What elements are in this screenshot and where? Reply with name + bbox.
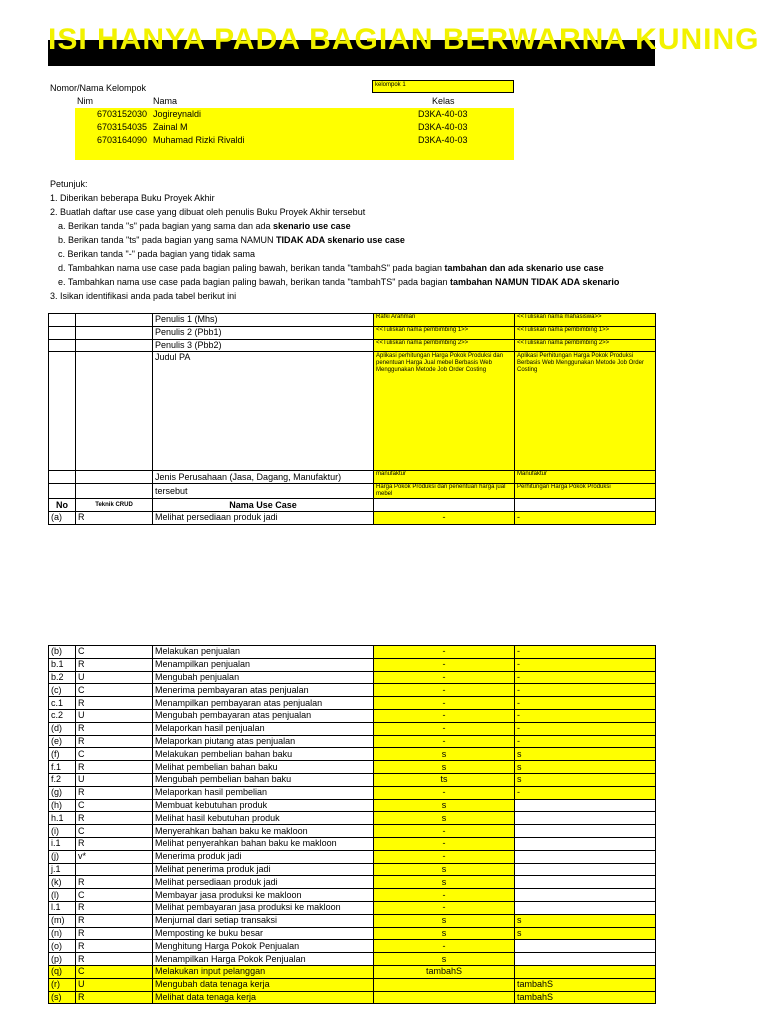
member-row[interactable] <box>75 134 514 160</box>
row-crud: R <box>76 914 153 927</box>
row-mark-2[interactable]: s <box>515 914 656 927</box>
table-row <box>49 837 656 850</box>
info-row-penulis3 <box>49 339 656 352</box>
row-mark-2[interactable] <box>515 799 656 812</box>
info-label: Penulis 3 (Pbb2) <box>153 339 374 352</box>
row-mark-1[interactable]: s <box>374 812 515 825</box>
row-mark-1[interactable]: - <box>374 889 515 902</box>
row-mark-2[interactable] <box>515 901 656 914</box>
row-no: b.2 <box>49 671 76 684</box>
row-no: b.1 <box>49 658 76 671</box>
row-name: Menerima produk jadi <box>153 850 374 863</box>
row-mark-2[interactable]: - <box>515 684 656 697</box>
row-name: Membayar jasa produksi ke makloon <box>153 889 374 902</box>
row-mark-2[interactable]: s <box>515 773 656 786</box>
row-crud: R <box>76 940 153 953</box>
row-name: Membuat kebutuhan produk <box>153 799 374 812</box>
table-row <box>49 511 656 524</box>
table-row <box>49 863 656 876</box>
instruction-2e-bold: tambahan NAMUN TIDAK ADA skenario <box>450 277 620 287</box>
row-crud: R <box>76 735 153 748</box>
row-name: Menjurnal dari setiap transaksi <box>153 914 374 927</box>
table-row <box>49 773 656 786</box>
row-mark-1[interactable]: s <box>374 799 515 812</box>
instruction-2b-bold: TIDAK ADA skenario use case <box>276 235 405 245</box>
group-value-cell[interactable] <box>372 80 514 93</box>
cell <box>76 314 153 327</box>
row-mark-1[interactable]: - <box>374 940 515 953</box>
row-mark-1[interactable]: tambahS <box>374 965 515 978</box>
row-mark-1[interactable]: s <box>374 863 515 876</box>
row-mark-2[interactable]: - <box>515 671 656 684</box>
info-value-a[interactable]: <<Tuliskan nama pembimbing 1>> <box>374 326 515 339</box>
row-mark-2[interactable] <box>515 953 656 966</box>
row-mark-1[interactable]: - <box>374 658 515 671</box>
row-crud <box>76 863 153 876</box>
row-mark-1[interactable]: s <box>374 927 515 940</box>
info-row-penulis2 <box>49 326 656 339</box>
row-no: (o) <box>49 940 76 953</box>
instruction-2b <box>58 234 405 246</box>
row-mark-2[interactable]: - <box>515 735 656 748</box>
row-name: Melihat penyerahkan bahan baku ke makloon <box>153 837 374 850</box>
row-crud: R <box>76 837 153 850</box>
header-no: No <box>49 499 76 512</box>
member-nim: 6703152030 <box>97 109 148 119</box>
row-name: Melakukan pembelian bahan baku <box>153 748 374 761</box>
row-mark-1[interactable]: - <box>374 697 515 710</box>
row-crud: C <box>76 889 153 902</box>
row-crud: R <box>76 658 153 671</box>
identification-table <box>48 313 656 525</box>
info-row-tersebut <box>49 484 656 499</box>
table-row <box>49 709 656 722</box>
info-label: Judul PA <box>153 352 374 471</box>
row-no: (h) <box>49 799 76 812</box>
instruction-2: 2. Buatlah daftar use case yang dibuat oleh penulis Buku Proyek Akhir tersebut <box>50 207 366 217</box>
table-row <box>49 901 656 914</box>
member-nim: 6703154035 <box>97 122 148 132</box>
row-crud: C <box>76 825 153 838</box>
row-mark-2[interactable]: tambahS <box>515 991 656 1004</box>
row-crud: U <box>76 671 153 684</box>
row-name: Melaporkan hasil pembelian <box>153 786 374 799</box>
row-crud: R <box>76 722 153 735</box>
row-no: (s) <box>49 991 76 1004</box>
row-crud: R <box>76 511 153 524</box>
row-name: Melakukan penjualan <box>153 646 374 659</box>
info-value-b[interactable]: <<Tuliskan nama pembimbing 1>> <box>515 326 656 339</box>
row-crud: U <box>76 978 153 991</box>
row-mark-1[interactable]: - <box>374 722 515 735</box>
info-label: Penulis 2 (Pbb1) <box>153 326 374 339</box>
row-no: c.1 <box>49 697 76 710</box>
info-label: Penulis 1 (Mhs) <box>153 314 374 327</box>
row-crud: R <box>76 761 153 774</box>
row-mark-2[interactable] <box>515 837 656 850</box>
row-crud: R <box>76 697 153 710</box>
instruction-2b-text: b. Berikan tanda "ts" pada bagian yang sama NAMUN <box>58 235 277 245</box>
row-no: (i) <box>49 825 76 838</box>
table-row <box>49 786 656 799</box>
instruction-2d-text: d. Tambahkan nama use case pada bagian paling bawah, berikan tanda "tambahS" pada bagian <box>58 263 445 273</box>
member-row[interactable] <box>75 121 514 134</box>
row-mark-1[interactable] <box>374 991 515 1004</box>
info-value-a[interactable]: Rafki Arahman <box>374 314 515 327</box>
table-row <box>49 735 656 748</box>
cell <box>49 471 76 484</box>
member-row[interactable] <box>75 108 514 121</box>
row-no: (j) <box>49 850 76 863</box>
header-crud: Teknik CRUD <box>76 499 153 512</box>
instruction-2d-bold: tambahan dan ada skenario use case <box>444 263 604 273</box>
row-name: Memposting ke buku besar <box>153 927 374 940</box>
row-no: (l) <box>49 889 76 902</box>
row-name: Melihat pembelian bahan baku <box>153 761 374 774</box>
row-no: (b) <box>49 646 76 659</box>
instruction-2e <box>58 276 619 288</box>
cell <box>49 314 76 327</box>
info-value-b[interactable]: <<Tuliskan nama mahasiswa>> <box>515 314 656 327</box>
row-mark-1[interactable]: s <box>374 761 515 774</box>
row-mark-1[interactable]: s <box>374 876 515 889</box>
row-mark-2[interactable]: - <box>515 646 656 659</box>
row-mark-2[interactable]: - <box>515 722 656 735</box>
row-crud: R <box>76 927 153 940</box>
row-name: Melihat persediaan produk jadi <box>153 876 374 889</box>
table-row <box>49 722 656 735</box>
row-mark-1[interactable]: s <box>374 914 515 927</box>
row-crud: U <box>76 773 153 786</box>
row-crud: R <box>76 953 153 966</box>
instruction-1: 1. Diberikan beberapa Buku Proyek Akhir <box>50 193 215 203</box>
table-row <box>49 761 656 774</box>
table-row <box>49 965 656 978</box>
row-mark-1[interactable]: - <box>374 709 515 722</box>
table-row <box>49 914 656 927</box>
row-mark-1[interactable]: - <box>374 671 515 684</box>
cell <box>49 339 76 352</box>
row-crud: C <box>76 748 153 761</box>
row-name: Melihat persediaan produk jadi <box>153 511 374 524</box>
row-crud: C <box>76 646 153 659</box>
instruction-banner <box>48 23 760 66</box>
table-row <box>49 697 656 710</box>
row-mark-2[interactable]: - <box>515 511 656 524</box>
row-mark-2[interactable]: - <box>515 658 656 671</box>
table-row <box>49 927 656 940</box>
row-no: (c) <box>49 684 76 697</box>
row-crud: U <box>76 709 153 722</box>
row-mark-1[interactable]: - <box>374 684 515 697</box>
info-row-judul <box>49 352 656 471</box>
row-crud: C <box>76 799 153 812</box>
member-name: Muhamad Rizki Rivaldi <box>153 135 245 145</box>
info-value-b[interactable]: Perhitungan Harga Pokok Produksi <box>515 484 656 499</box>
row-no: (q) <box>49 965 76 978</box>
instruction-2a-bold: skenario use case <box>273 221 351 231</box>
row-no: j.1 <box>49 863 76 876</box>
row-name: Menampilkan penjualan <box>153 658 374 671</box>
member-name: Jogireynaldi <box>153 109 202 119</box>
info-value-a[interactable]: Harga Pokok Produksi dan penentuan harga jual mebel <box>374 484 515 499</box>
row-crud: R <box>76 901 153 914</box>
row-no: (g) <box>49 786 76 799</box>
banner-text: ISI HANYA PADA BAGIAN BERWARNA KUNING <box>48 23 760 56</box>
row-mark-1[interactable]: - <box>374 511 515 524</box>
row-mark-1[interactable] <box>374 978 515 991</box>
col-nim: Nim <box>77 96 93 106</box>
row-mark-1[interactable]: s <box>374 953 515 966</box>
row-mark-1[interactable]: s <box>374 748 515 761</box>
row-mark-1[interactable]: - <box>374 825 515 838</box>
usecase-header-row <box>49 499 656 512</box>
instruction-2d <box>58 262 604 274</box>
row-mark-2[interactable]: s <box>515 748 656 761</box>
row-no: (n) <box>49 927 76 940</box>
member-kelas: D3KA-40-03 <box>418 122 468 132</box>
instruction-2e-text: e. Tambahkan nama use case pada bagian paling bawah, berikan tanda "tambahTS" pada bagian <box>58 277 451 287</box>
table-row <box>49 940 656 953</box>
row-mark-2[interactable] <box>515 940 656 953</box>
row-crud: C <box>76 684 153 697</box>
row-no: h.1 <box>49 812 76 825</box>
table-row <box>49 850 656 863</box>
table-row <box>49 646 656 659</box>
row-no: (e) <box>49 735 76 748</box>
row-name: Melihat penerima produk jadi <box>153 863 374 876</box>
row-mark-1[interactable]: - <box>374 850 515 863</box>
cell <box>49 326 76 339</box>
row-mark-1[interactable]: - <box>374 901 515 914</box>
row-name: Melihat pembayaran jasa produksi ke makloon <box>153 901 374 914</box>
info-value-a[interactable]: manufaktur <box>374 471 515 484</box>
table-row <box>49 684 656 697</box>
row-mark-2[interactable]: tambahS <box>515 978 656 991</box>
table-row <box>49 889 656 902</box>
row-crud: v* <box>76 850 153 863</box>
member-kelas: D3KA-40-03 <box>418 109 468 119</box>
row-no: (p) <box>49 953 76 966</box>
table-row <box>49 825 656 838</box>
instruction-3: 3. Isikan identifikasi anda pada tabel berikut ini <box>50 291 237 301</box>
row-no: (m) <box>49 914 76 927</box>
table-row <box>49 953 656 966</box>
row-mark-2[interactable]: s <box>515 927 656 940</box>
info-label: Jenis Perusahaan (Jasa, Dagang, Manufaktur) <box>153 471 374 484</box>
row-mark-2[interactable] <box>515 850 656 863</box>
row-no: c.2 <box>49 709 76 722</box>
member-kelas: D3KA-40-03 <box>418 135 468 145</box>
row-mark-1[interactable]: - <box>374 735 515 748</box>
cell <box>76 339 153 352</box>
info-value-b[interactable]: Aplikasi Perhitungan Harga Pokok Produksi Berbasis Web Menggunakan Metode Job Order Costing <box>515 352 656 471</box>
row-no: f.2 <box>49 773 76 786</box>
row-no: (d) <box>49 722 76 735</box>
cell <box>76 326 153 339</box>
info-value-a[interactable]: <<Tuliskan nama pembimbing 2>> <box>374 339 515 352</box>
instruction-2a-text: a. Berikan tanda "s" pada bagian yang sama dan ada <box>58 221 274 231</box>
info-row-penulis1 <box>49 314 656 327</box>
col-nama: Nama <box>153 96 178 106</box>
row-no: (r) <box>49 978 76 991</box>
info-value-b[interactable]: Manufaktur <box>515 471 656 484</box>
table-row <box>49 671 656 684</box>
table-row <box>49 876 656 889</box>
cell <box>515 499 656 512</box>
row-mark-2[interactable] <box>515 863 656 876</box>
row-name: Menghitung Harga Pokok Penjualan <box>153 940 374 953</box>
instruction-2a <box>58 220 351 232</box>
row-no: (a) <box>49 511 76 524</box>
row-mark-2[interactable]: s <box>515 761 656 774</box>
row-name: Mengubah penjualan <box>153 671 374 684</box>
cell <box>76 471 153 484</box>
row-name: Menampilkan Harga Pokok Penjualan <box>153 953 374 966</box>
row-name: Menampilkan pembayaran atas penjualan <box>153 697 374 710</box>
row-name: Melihat data tenaga kerja <box>153 991 374 1004</box>
info-row-jenis <box>49 471 656 484</box>
col-kelas: Kelas <box>432 96 455 106</box>
table-row <box>49 748 656 761</box>
cell <box>49 484 76 499</box>
row-mark-2[interactable] <box>515 889 656 902</box>
member-nim: 6703164090 <box>97 135 148 145</box>
info-value-a[interactable]: Aplikasi perhitungan Harga Pokok Produksi dan penentuan Harga Jual mebel Berbasis Web Menggunakan Metode Job Order Costing <box>374 352 515 471</box>
cell <box>76 352 153 471</box>
row-mark-2[interactable] <box>515 825 656 838</box>
row-no: (k) <box>49 876 76 889</box>
row-no: l.1 <box>49 901 76 914</box>
row-name: Menyerahkan bahan baku ke makloon <box>153 825 374 838</box>
row-name: Melaporkan hasil penjualan <box>153 722 374 735</box>
table-row <box>49 658 656 671</box>
row-mark-1[interactable]: - <box>374 837 515 850</box>
row-no: f.1 <box>49 761 76 774</box>
member-name: Zainal M <box>153 122 188 132</box>
group-label: Nomor/Nama Kelompok <box>50 83 147 93</box>
group-value: kelompok 1 <box>375 82 406 88</box>
row-name: Melaporkan piutang atas penjualan <box>153 735 374 748</box>
row-mark-2[interactable]: - <box>515 786 656 799</box>
row-crud: R <box>76 786 153 799</box>
row-mark-1[interactable]: ts <box>374 773 515 786</box>
row-crud: R <box>76 876 153 889</box>
info-label: tersebut <box>153 484 374 499</box>
table-row <box>49 991 656 1004</box>
row-name: Mengubah pembelian bahan baku <box>153 773 374 786</box>
row-mark-2[interactable] <box>515 965 656 978</box>
row-crud: R <box>76 812 153 825</box>
row-name: Mengubah pembayaran atas penjualan <box>153 709 374 722</box>
header-name: Nama Use Case <box>153 499 374 512</box>
row-mark-2[interactable] <box>515 876 656 889</box>
row-mark-2[interactable] <box>515 812 656 825</box>
row-name: Melakukan input pelanggan <box>153 965 374 978</box>
info-value-b[interactable]: <<Tuliskan nama pembimbing 2>> <box>515 339 656 352</box>
row-mark-2[interactable]: - <box>515 697 656 710</box>
usecase-table <box>48 645 656 1004</box>
table-row <box>49 799 656 812</box>
row-mark-1[interactable]: - <box>374 786 515 799</box>
cell <box>76 484 153 499</box>
row-name: Melihat hasil kebutuhan produk <box>153 812 374 825</box>
row-crud: R <box>76 991 153 1004</box>
row-no: i.1 <box>49 837 76 850</box>
table-row <box>49 978 656 991</box>
row-name: Menerima pembayaran atas penjualan <box>153 684 374 697</box>
row-name: Mengubah data tenaga kerja <box>153 978 374 991</box>
row-mark-2[interactable]: - <box>515 709 656 722</box>
cell <box>374 499 515 512</box>
row-crud: C <box>76 965 153 978</box>
instruction-2c: c. Berikan tanda "-" pada bagian yang tidak sama <box>58 249 256 259</box>
instructions-heading: Petunjuk: <box>50 179 88 189</box>
table-row <box>49 812 656 825</box>
cell <box>49 352 76 471</box>
row-mark-1[interactable]: - <box>374 646 515 659</box>
row-no: (f) <box>49 748 76 761</box>
